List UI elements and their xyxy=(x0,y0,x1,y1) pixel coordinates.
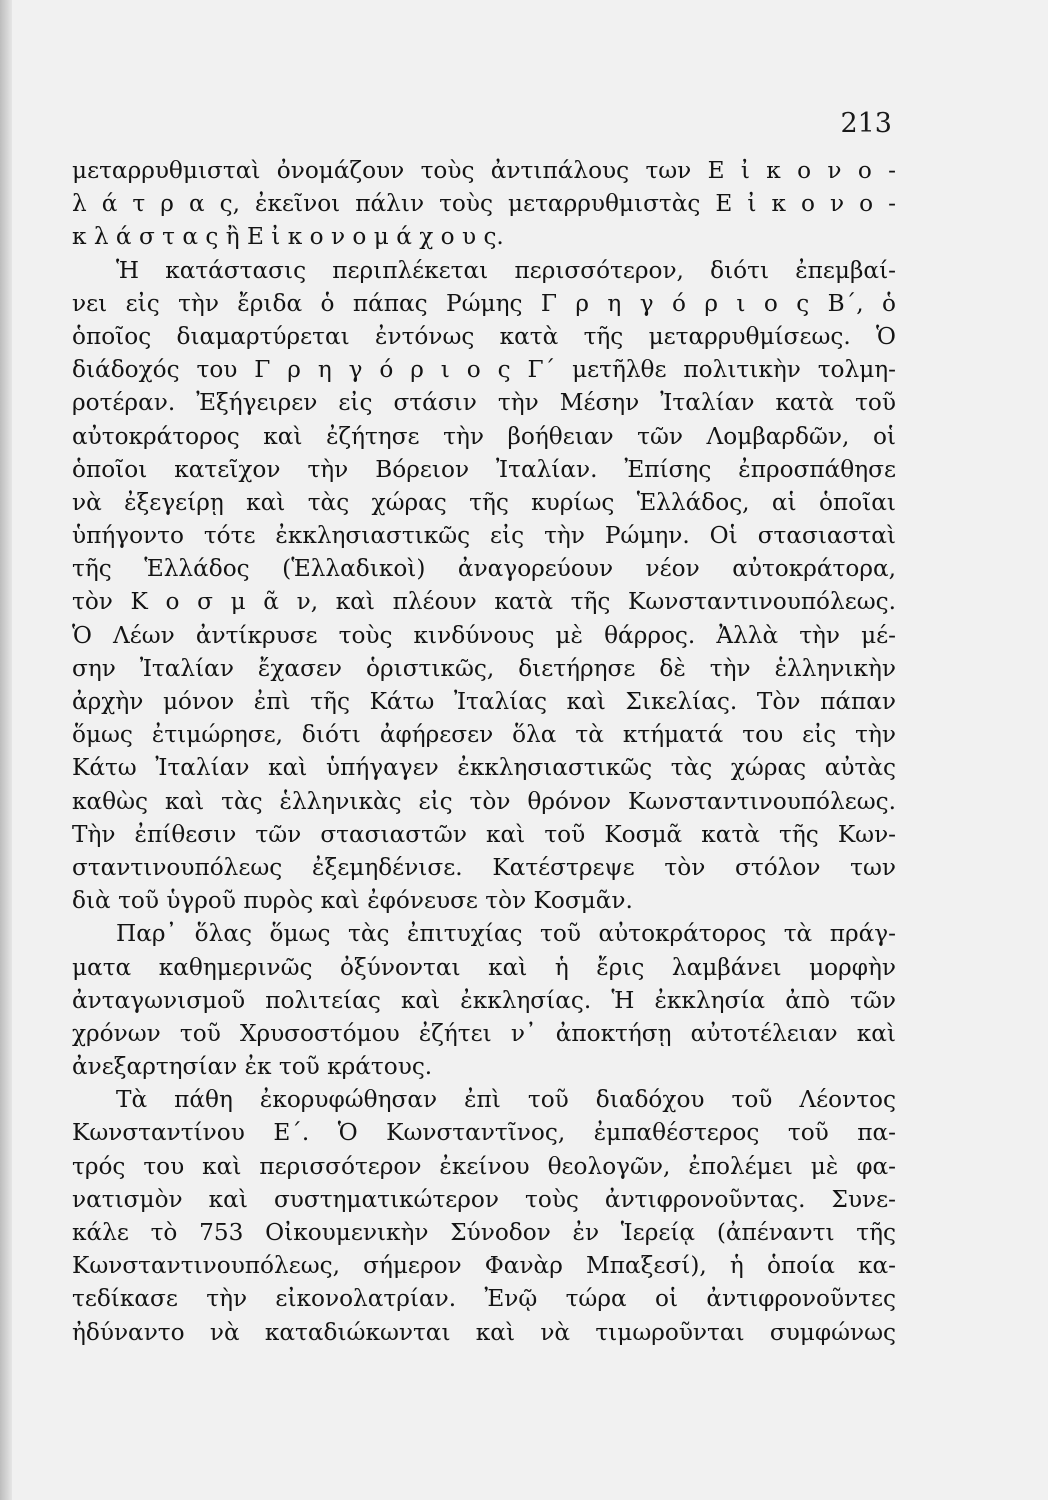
page-number: 213 xyxy=(840,108,892,139)
text-line: αὐτοκράτορος καὶ ἐζήτησε τὴν βοήθειαν τῶν Λομβαρδῶν, οἱ xyxy=(72,422,896,450)
text-line: ὁποῖοι κατεῖχον τὴν Βόρειον Ἰταλίαν. Ἐπίσης ἐπροσπάθησε xyxy=(72,455,896,483)
text-line: ὅμως ἐτιμώρησε, διότι ἀφήρεσεν ὅλα τὰ κτήματά του εἰς τὴν xyxy=(72,721,896,749)
text-line: Ὁ Λέων ἀντίκρυσε τοὺς κινδύνους μὲ θάρρος. Ἀλλὰ τὴν μέ- xyxy=(72,621,896,649)
text-line: κ λ ά σ τ α ς ἢ Ε ἰ κ ο ν ο μ ά χ ο υ ς. xyxy=(72,223,504,251)
text-line: Ἡ κατάστασις περιπλέκεται περισσότερον, διότι ἐπεμβαί- xyxy=(116,256,896,284)
page-edge-shadow xyxy=(0,0,12,1500)
text-line: σταντινουπόλεως ἐξεμηδένισε. Κατέστρεψε τὸν στόλον των xyxy=(72,853,896,881)
text-line: Παρ᾿ ὅλας ὅμως τὰς ἐπιτυχίας τοῦ αὐτοκράτορος τὰ πράγ- xyxy=(116,920,896,948)
paragraph-3 xyxy=(72,917,896,1083)
text-line: τεδίκασε τὴν εἰκονολατρίαν. Ἐνῷ τώρα οἱ ἀντιφρονοῦντες xyxy=(72,1285,896,1313)
text-line: Τὴν ἐπίθεσιν τῶν στασιαστῶν καὶ τοῦ Κοσμᾶ κατὰ τῆς Κων- xyxy=(72,820,896,848)
text-line: Τὰ πάθη ἐκορυφώθησαν ἐπὶ τοῦ διαδόχου τοῦ Λέοντος xyxy=(116,1086,896,1114)
text-line: μεταρρυθμισταὶ ὀνομάζουν τοὺς ἀντιπάλους των Ε ἰ κ ο ν ο - xyxy=(72,157,896,184)
text-line: διάδοχός του Γ ρ η γ ό ρ ι ο ς Γ΄ μετῆλθε πολιτικὴν τολμη- xyxy=(72,356,896,384)
text-line: ἠδύναντο νὰ καταδιώκωνται καὶ νὰ τιμωροῦνται συμφώνως xyxy=(72,1318,896,1346)
text-line: λ ά τ ρ α ς, ἐκεῖνοι πάλιν τοὺς μεταρρυθμιστὰς Ε ἰ κ ο ν ο - xyxy=(72,190,896,218)
text-line: καθὼς καὶ τὰς ἑλληνικὰς εἰς τὸν θρόνον Κωνσταντινουπόλεως. xyxy=(72,787,896,815)
text-line: κάλε τὸ 753 Οἰκουμενικὴν Σύνοδον ἐν Ἱερείᾳ (ἀπέναντι τῆς xyxy=(72,1219,896,1246)
text-line: νατισμὸν καὶ συστηματικώτερον τοὺς ἀντιφρονοῦντας. Συνε- xyxy=(72,1185,896,1213)
text-line: ὑπήγοντο τότε ἐκκλησιαστικῶς εἰς τὴν Ρώμην. Οἱ στασιασταὶ xyxy=(72,522,896,550)
paragraph-1 xyxy=(72,154,896,254)
text-line: τρός του καὶ περισσότερον ἐκείνου θεολογῶν, ἐπολέμει μὲ φα- xyxy=(72,1152,896,1180)
text-line: Κωνσταντινουπόλεως, σήμερον Φανὰρ Μπαξεσί), ἡ ὁποία κα- xyxy=(72,1252,896,1280)
text-line: ροτέραν. Ἐξήγειρεν εἰς στάσιν τὴν Μέσην Ἰταλίαν κατὰ τοῦ xyxy=(72,389,896,417)
paragraph-4 xyxy=(72,1083,896,1349)
text-line: ἀνεξαρτησίαν ἐκ τοῦ κράτους. xyxy=(72,1053,433,1081)
text-line: σην Ἰταλίαν ἔχασεν ὁριστικῶς, διετήρησε δὲ τὴν ἑλληνικὴν xyxy=(72,654,896,682)
text-line: ἀρχὴν μόνον ἐπὶ τῆς Κάτω Ἰταλίας καὶ Σικελίας. Τὸν πάπαν xyxy=(72,688,896,715)
text-line: τὸν Κ ο σ μ ᾶ ν, καὶ πλέουν κατὰ τῆς Κωνσταντινουπόλεως. xyxy=(72,588,896,616)
paragraph-2 xyxy=(72,254,896,918)
text-line: νὰ ἐξεγείρῃ καὶ τὰς χώρας τῆς κυρίως Ἑλλάδος, αἱ ὁποῖαι xyxy=(72,488,896,516)
text-line: χρόνων τοῦ Χρυσοστόμου ἐζήτει ν᾿ ἀποκτήσῃ αὐτοτέλειαν καὶ xyxy=(72,1019,896,1047)
text-line: ὁποῖος διαμαρτύρεται ἐντόνως κατὰ τῆς μεταρρυθμίσεως. Ὁ xyxy=(72,322,896,350)
text-line: νει εἰς τὴν ἔριδα ὁ πάπας Ρώμης Γ ρ η γ ό ρ ι ο ς Β΄, ὁ xyxy=(72,289,896,317)
text-line: ματα καθημερινῶς ὀξύνονται καὶ ἡ ἔρις λαμβάνει μορφὴν xyxy=(72,953,896,981)
text-line: Κωνσταντίνου Ε΄. Ὁ Κωνσταντῖνος, ἐμπαθέστερος τοῦ πα- xyxy=(72,1119,896,1147)
text-line: διὰ τοῦ ὑγροῦ πυρὸς καὶ ἐφόνευσε τὸν Κοσμᾶν. xyxy=(72,887,633,915)
text-line: Κάτω Ἰταλίαν καὶ ὑπήγαγεν ἐκκλησιαστικῶς τὰς χώρας αὐτὰς xyxy=(72,754,896,782)
body-text xyxy=(72,154,896,1349)
text-line: τῆς Ἑλλάδος (Ἑλλαδικοὶ) ἀναγορεύουν νέον αὐτοκράτορα, xyxy=(72,555,896,583)
text-line: ἀνταγωνισμοῦ πολιτείας καὶ ἐκκλησίας. Ἡ ἐκκλησία ἀπὸ τῶν xyxy=(72,986,896,1014)
